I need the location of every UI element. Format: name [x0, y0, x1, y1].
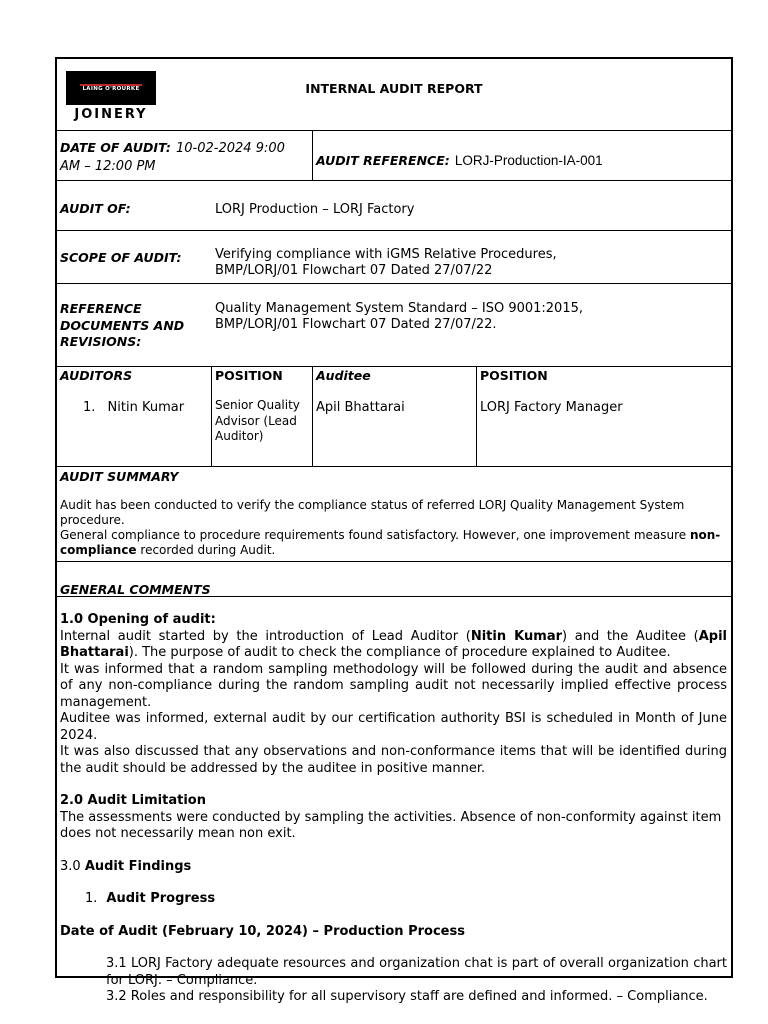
- audit-summary-paragraph-1: Audit has been conducted to verify the compliance status of referred LORJ Quality Management System procedure.: [60, 498, 685, 527]
- auditee-column: [312, 367, 476, 466]
- auditor-number: 1.: [83, 400, 96, 415]
- reference-documents-row: [57, 284, 731, 367]
- limitation-heading: 2.0 Audit Limitation: [60, 793, 206, 808]
- opening-heading: 1.0 Opening of audit:: [60, 612, 216, 627]
- findings-heading: 3.0 Audit Findings: [60, 858, 192, 874]
- reference-documents-line-2: BMP/LORJ/01 Flowchart 07 Dated 27/07/22.: [215, 317, 497, 332]
- audit-summary-heading: AUDIT SUMMARY: [60, 469, 179, 484]
- opening-paragraph-2: It was informed that a random sampling methodology will be followed during the audit and absence of any non-compliance during the random sampling audit not necessarily implied effective process management.: [60, 661, 727, 710]
- audit-summary-paragraph-2: General compliance to procedure requirements found satisfactory. However, one improvement measure non-compliance recorded during Audit.: [60, 528, 721, 557]
- opening-paragraph-3: Auditee was informed, external audit by our certification authority BSI is scheduled in Month of June 2024.: [60, 711, 727, 743]
- auditor-position-column: [211, 367, 312, 466]
- reference-label: AUDIT REFERENCE:: [316, 153, 450, 168]
- audit-of-row: [57, 181, 731, 231]
- reference-documents-line-1: Quality Management System Standard – ISO 9001:2015,: [215, 301, 583, 316]
- audit-of-label: AUDIT OF:: [60, 201, 131, 216]
- audit-progress-item: 1. Audit Progress: [85, 891, 216, 906]
- audit-of-value: LORJ Production – LORJ Factory: [215, 202, 415, 217]
- auditors-table: [57, 367, 731, 467]
- scope-line-1: Verifying compliance with iGMS Relative Procedures,: [215, 247, 557, 262]
- date-cell: [57, 131, 312, 180]
- logo-bottom-text: JOINERY: [74, 107, 148, 122]
- opening-paragraph-4: It was also discussed that any observations and non-conformance items that will be identified during the audit should be addressed by the auditee in positive manner.: [60, 744, 727, 776]
- position-2-header: POSITION: [480, 368, 548, 383]
- audit-report-document: [55, 57, 733, 1004]
- auditors-header: AUDITORS: [60, 368, 133, 383]
- opening-paragraph-1: Internal audit started by the introduction of Lead Auditor (Nitin Kumar) and the Auditee (Apil Bhattarai). The purpose of audit to check the compliance of procedure explained to Auditee.: [60, 628, 727, 660]
- scope-label: SCOPE OF AUDIT:: [60, 250, 182, 265]
- auditee-position: LORJ Factory Manager: [480, 400, 623, 415]
- report-title: INTERNAL AUDIT REPORT: [305, 81, 483, 96]
- date-value: 10-02-2024 9:00 AM – 12:00 PM: [60, 141, 285, 174]
- auditors-column: [57, 367, 211, 466]
- auditee-header: Auditee: [316, 368, 371, 383]
- finding-item-3-1: 3.1 LORJ Factory adequate resources and organization chat is part of overall organization chart for LORJ. – Compliance.: [106, 956, 727, 988]
- reference-value: LORJ-Production-IA-001: [454, 153, 603, 168]
- date-reference-row: [57, 131, 731, 181]
- auditor-position: Senior Quality Advisor (Lead Auditor): [215, 398, 300, 443]
- limitation-paragraph: The assessments were conducted by sampling the activities. Absence of non-conformity against item does not necessarily mean non exit.: [60, 809, 722, 841]
- date-of-audit-heading: Date of Audit (February 10, 2024) – Production Process: [60, 923, 465, 939]
- logo-top-text: LAING O'ROURKE: [82, 86, 140, 92]
- position-header: POSITION: [215, 368, 283, 383]
- date-label: DATE OF AUDIT:: [60, 140, 171, 155]
- header-row: [57, 59, 731, 131]
- general-comments-body: [60, 612, 727, 1006]
- general-comments-heading: GENERAL COMMENTS: [60, 582, 211, 597]
- scope-row: [57, 231, 731, 284]
- auditee-position-column: [476, 367, 731, 466]
- auditor-name: Nitin Kumar: [107, 400, 185, 415]
- reference-cell: [312, 131, 731, 180]
- company-logo: [66, 71, 156, 123]
- reference-documents-label: REFERENCE DOCUMENTS AND REVISIONS:: [60, 301, 185, 349]
- audit-summary-section: [57, 467, 731, 562]
- non-compliance-term: non-compliance: [60, 528, 721, 557]
- scope-line-2: BMP/LORJ/01 Flowchart 07 Dated 27/07/22: [215, 263, 493, 278]
- auditor-entry: [60, 400, 208, 415]
- general-comments-heading-row: [57, 562, 731, 597]
- auditee-name: Apil Bhattarai: [316, 400, 405, 415]
- finding-item-3-2: 3.2 Roles and responsibility for all supervisory staff are defined and informed. – Compliance.: [106, 989, 708, 1004]
